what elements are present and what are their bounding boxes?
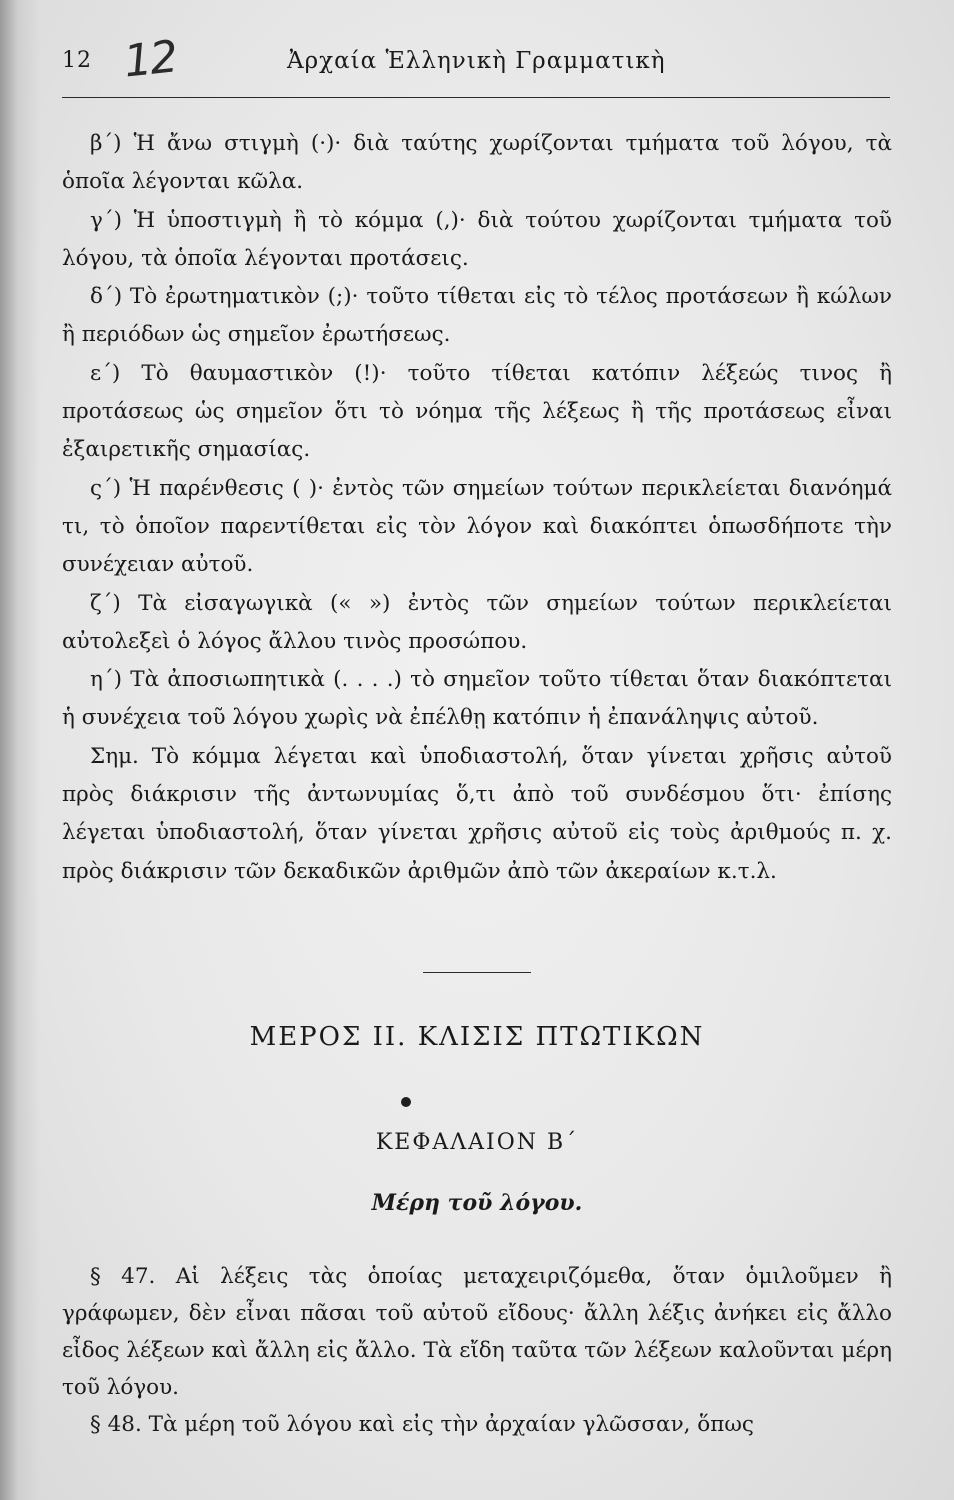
paragraph-epsilon: ε΄) Τὸ θαυμαστικὸν (!)· τοῦτο τίθεται κατόπιν λέξεώς τινος ἢ προτάσεως ὡς σημεῖον ὅτι τὸ νόημα τῆς λέξεως ἢ τῆς προτάσεως εἶναι ἐξαιρετικῆς σημασίας. (62, 360, 892, 463)
paragraph-48: § 48. Τὰ μέρη τοῦ λόγου καὶ εἰς τὴν ἀρχαίαν γλῶσσαν, ὅπως (90, 1412, 754, 1437)
part-title: ΜΕΡΟΣ ΙΙ. ΚΛΙΣΙΣ ΠΤΩΤΙΚΩΝ (249, 1022, 705, 1052)
paragraph-beta: β΄) Ἡ ἄνω στιγμὴ (·)· διὰ ταύτης χωρίζονται τμήματα τοῦ λόγου, τὰ ὁποῖα λέγονται κῶλα. (62, 131, 892, 195)
running-title: Ἀρχαία Ἑλληνικὴ Γραμματικὴ (287, 48, 666, 74)
body-text (62, 125, 892, 891)
header-rule (62, 97, 890, 98)
ink-spot (401, 1097, 411, 1107)
paragraph-gamma: γ΄) Ἡ ὑποστιγμὴ ἢ τὸ κόμμα (,)· διὰ τούτου χωρίζονται τμήματα τοῦ λόγου, τὰ ὁποῖα λέγονται προτάσεις. (62, 207, 892, 271)
final-text (62, 1258, 892, 1443)
section-divider (423, 972, 531, 973)
paragraph-stigma: ς΄) Ἡ παρένθεσις ( )· ἐντὸς τῶν σημείων τούτων περικλείεται διανόημά τι, τὸ ὁποῖον παρεντίθεται εἰς τὸν λόγον καὶ διακόπτει ὁπωσδήποτε τὴν συνέχειαν αὐτοῦ. (62, 475, 892, 578)
paragraph-eta: η΄) Τὰ ἀποσιωπητικὰ (. . . .) τὸ σημεῖον τοῦτο τίθεται ὅταν διακόπτεται ἡ συνέχεια τοῦ λόγου χωρὶς νὰ ἐπέλθῃ κατόπιν ἡ ἐπανάληψις αὐτοῦ. (62, 667, 892, 731)
page-header (62, 31, 894, 100)
paragraph-zeta: ζ΄) Τὰ εἰσαγωγικὰ (« ») ἐντὸς τῶν σημείων τούτων περικλείεται αὐτολεξεὶ ὁ λόγος ἄλλου τινὸς προσώπου. (62, 590, 892, 654)
paragraph-delta: δ΄) Τὸ ἐρωτηματικὸν (;)· τοῦτο τίθεται εἰς τὸ τέλος προτάσεων ἢ κώλων ἢ περιόδων ὡς σημεῖον ἐρωτήσεως. (62, 284, 892, 348)
page-number: 12 (62, 48, 92, 73)
handwritten-annotation: 12 (121, 31, 179, 88)
paragraph-note: Σημ. Τὸ κόμμα λέγεται καὶ ὑποδιαστολή, ὅταν γίνεται χρῆσις αὐτοῦ πρὸς διάκρισιν τῆς ἀντωνυμίας ὅ,τι ἀπὸ τοῦ συνδέσμου ὅτι· ἐπίσης λέγεται ὑποδιαστολή, ὅταν γίνεται χρῆσις αὐτοῦ εἰς τοὺς ἀριθμούς π. χ. πρὸς διάκρισιν τῶν δεκαδικῶν ἀριθμῶν ἀπὸ τῶν ἀκεραίων κ.τ.λ. (62, 743, 892, 884)
chapter-title: ΚΕΦΑΛΑΙΟΝ Β΄ (375, 1130, 579, 1155)
page-gutter-shadow (0, 0, 40, 1500)
section-title: Μέρη τοῦ λόγου. (371, 1190, 583, 1216)
paragraph-47: § 47. Αἱ λέξεις τὰς ὁποίας μεταχειριζόμεθα, ὅταν ὁμιλοῦμεν ἢ γράφωμεν, δὲν εἶναι πᾶσαι τοῦ αὐτοῦ εἴδους· ἄλλη λέξις ἀνήκει εἰς ἄλλο εἶδος λέξεων καὶ ἄλλη εἰς ἄλλο. Τὰ εἴδη ταῦτα τῶν λέξεων καλοῦνται μέρη τοῦ λόγου. (62, 1264, 892, 1400)
